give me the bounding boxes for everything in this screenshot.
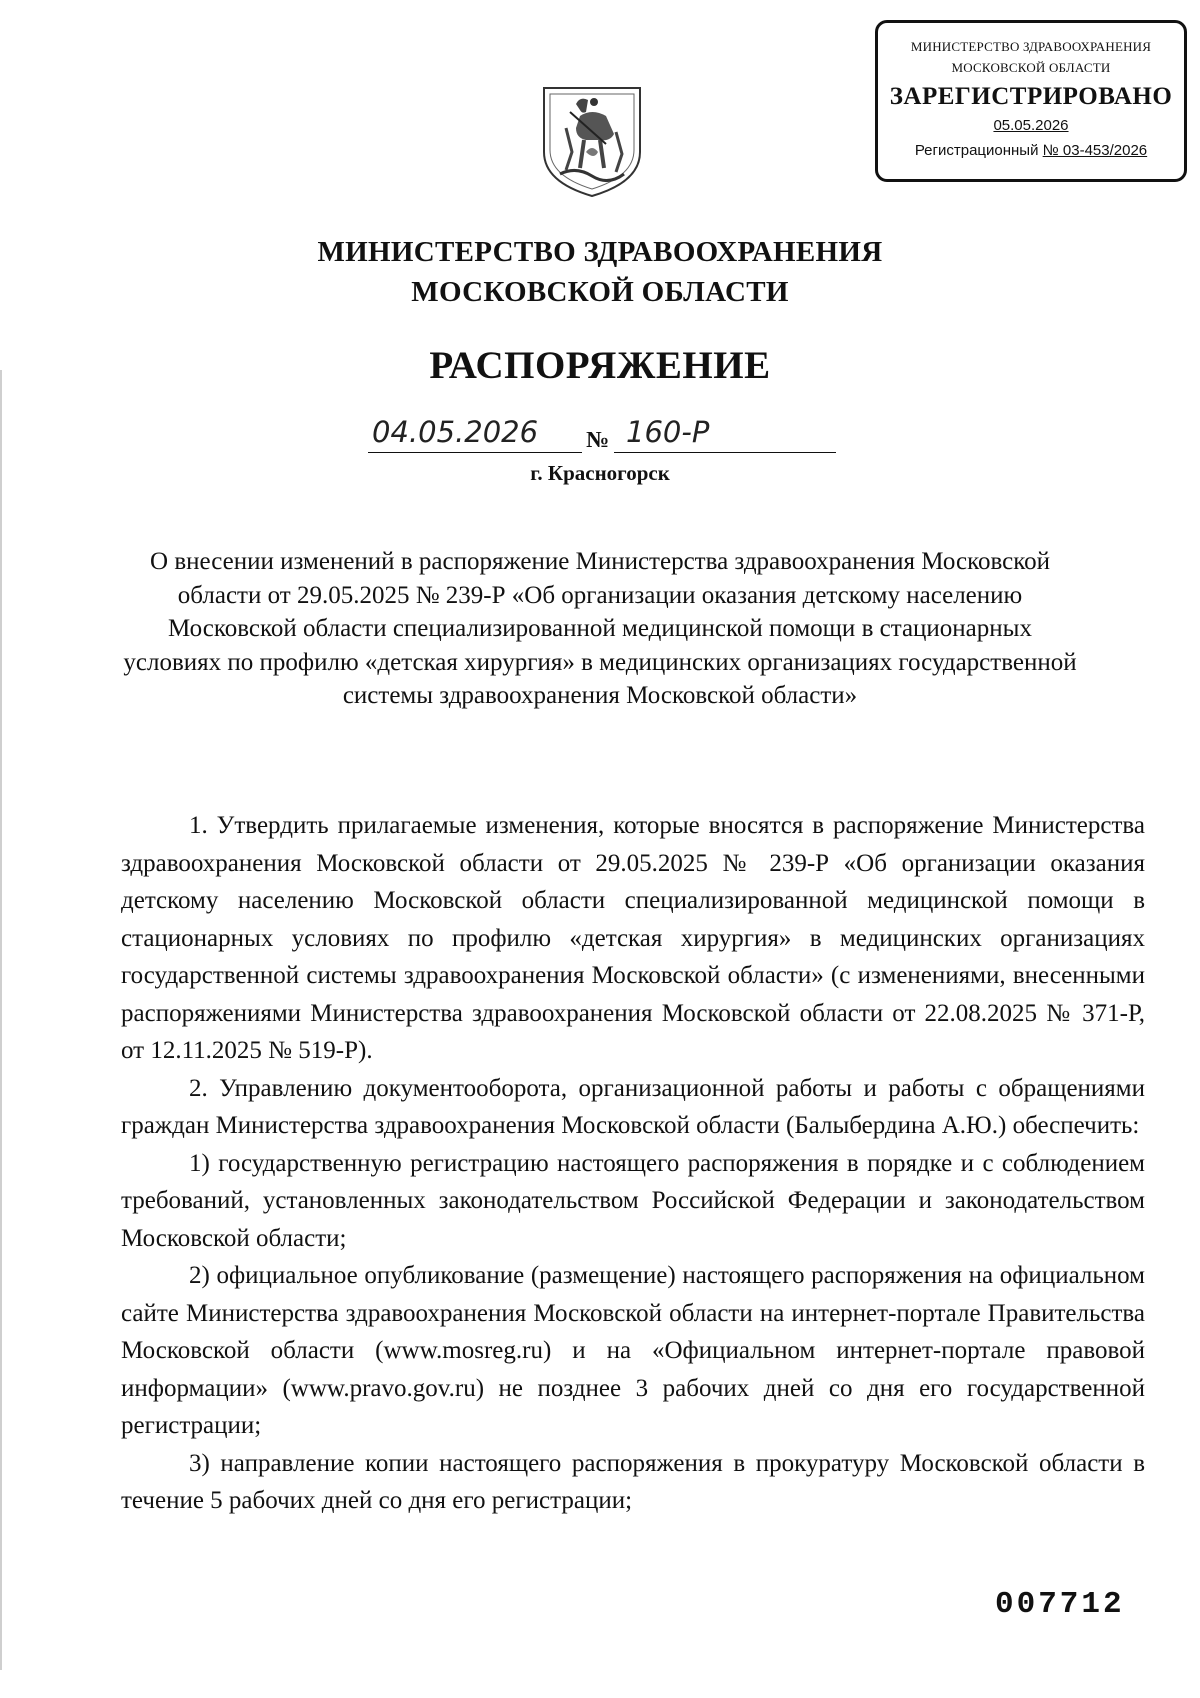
stamp-number-label: Регистрационный xyxy=(914,142,1039,159)
ministry-heading xyxy=(0,232,1200,312)
paragraph-2-item-2: 2) официальное опубликование (размещение) настоящего распоряжения на официальном сайте Министерства здравоохранения Московской области на интернет-портале Правительства Московской области (www.mosreg.ru) и на «Официальном интернет-портале правовой информации» (www.pravo.gov.ru) не позднее 3 рабочих дней со дня его государственной регистрации; xyxy=(121,1262,1145,1439)
stamp-organization-line2: МОСКОВСКОЙ ОБЛАСТИ xyxy=(951,60,1111,75)
ministry-line1: МИНИСТЕРСТВО ЗДРАВООХРАНЕНИЯ xyxy=(317,236,883,268)
paragraph-2: 2. Управлению документооборота, организационной работы и работы с обращениями граждан Министерства здравоохранения Московской области (Балыбердина А.Ю.) обеспечить: xyxy=(121,1074,1145,1139)
number-sign: № xyxy=(586,427,610,452)
document-subject: О внесении изменений в распоряжение Министерства здравоохранения Московской области от 29.05.2025 № 239-Р «Об организации оказания детскому населению Московской области специализированной медицинской помощи в стационарных условиях по профилю «детская хирургия» в медицинских организациях государственной системы здравоохранения Московской области» xyxy=(123,548,1077,709)
ministry-line2: МОСКОВСКОЙ ОБЛАСТИ xyxy=(411,276,789,308)
stamp-registration-number xyxy=(878,142,1184,159)
stamp-organization-line1: МИНИСТЕРСТВО ЗДРАВООХРАНЕНИЯ xyxy=(910,39,1152,54)
date-number-row xyxy=(368,413,838,453)
moscow-oblast-coat-of-arms-icon xyxy=(536,82,648,200)
number-underline xyxy=(614,452,836,454)
city: г. Красногорск xyxy=(530,461,670,485)
stamp-date: 05.05.2026 xyxy=(993,117,1069,134)
stamp-organization xyxy=(878,35,1184,77)
registration-stamp xyxy=(875,20,1187,182)
stamp-status: ЗАРЕГИСТРИРОВАНО xyxy=(889,83,1173,110)
handwritten-date: 04.05.2026 xyxy=(372,415,539,449)
handwritten-number: 160-Р xyxy=(626,415,710,449)
document-body xyxy=(121,807,1145,1520)
paragraph-2-item-1: 1) государственную регистрацию настоящего распоряжения в порядке и с соблюдением требований, установленных законодательством Российской Федерации и законодательством Московской области; xyxy=(121,1149,1145,1252)
paragraph-1: 1. Утвердить прилагаемые изменения, которые вносятся в распоряжение Министерства здравоохранения Московской области от 29.05.2025 № 239-Р «Об организации оказания детскому населению Московской области специализированной медицинской помощи в стационарных условиях по профилю «детская хирургия» в медицинских организациях государственной системы здравоохранения Московской области» (с изменениями, внесенными распоряжениями Министерства здравоохранения Московской области от 22.08.2025 № 371-Р, от 12.11.2025 № 519-Р). xyxy=(121,812,1145,1064)
document-serial-number: 007712 xyxy=(995,1587,1125,1622)
scan-edge-line xyxy=(0,370,2,1670)
paragraph-2-item-3: 3) направление копии настоящего распоряжения в прокуратуру Московской области в течение 5 рабочих дней со дня его регистрации; xyxy=(121,1449,1145,1514)
stamp-number-value: № 03-453/2026 xyxy=(1042,142,1148,159)
document-type-title: РАСПОРЯЖЕНИЕ xyxy=(429,344,771,387)
date-underline xyxy=(368,452,582,454)
